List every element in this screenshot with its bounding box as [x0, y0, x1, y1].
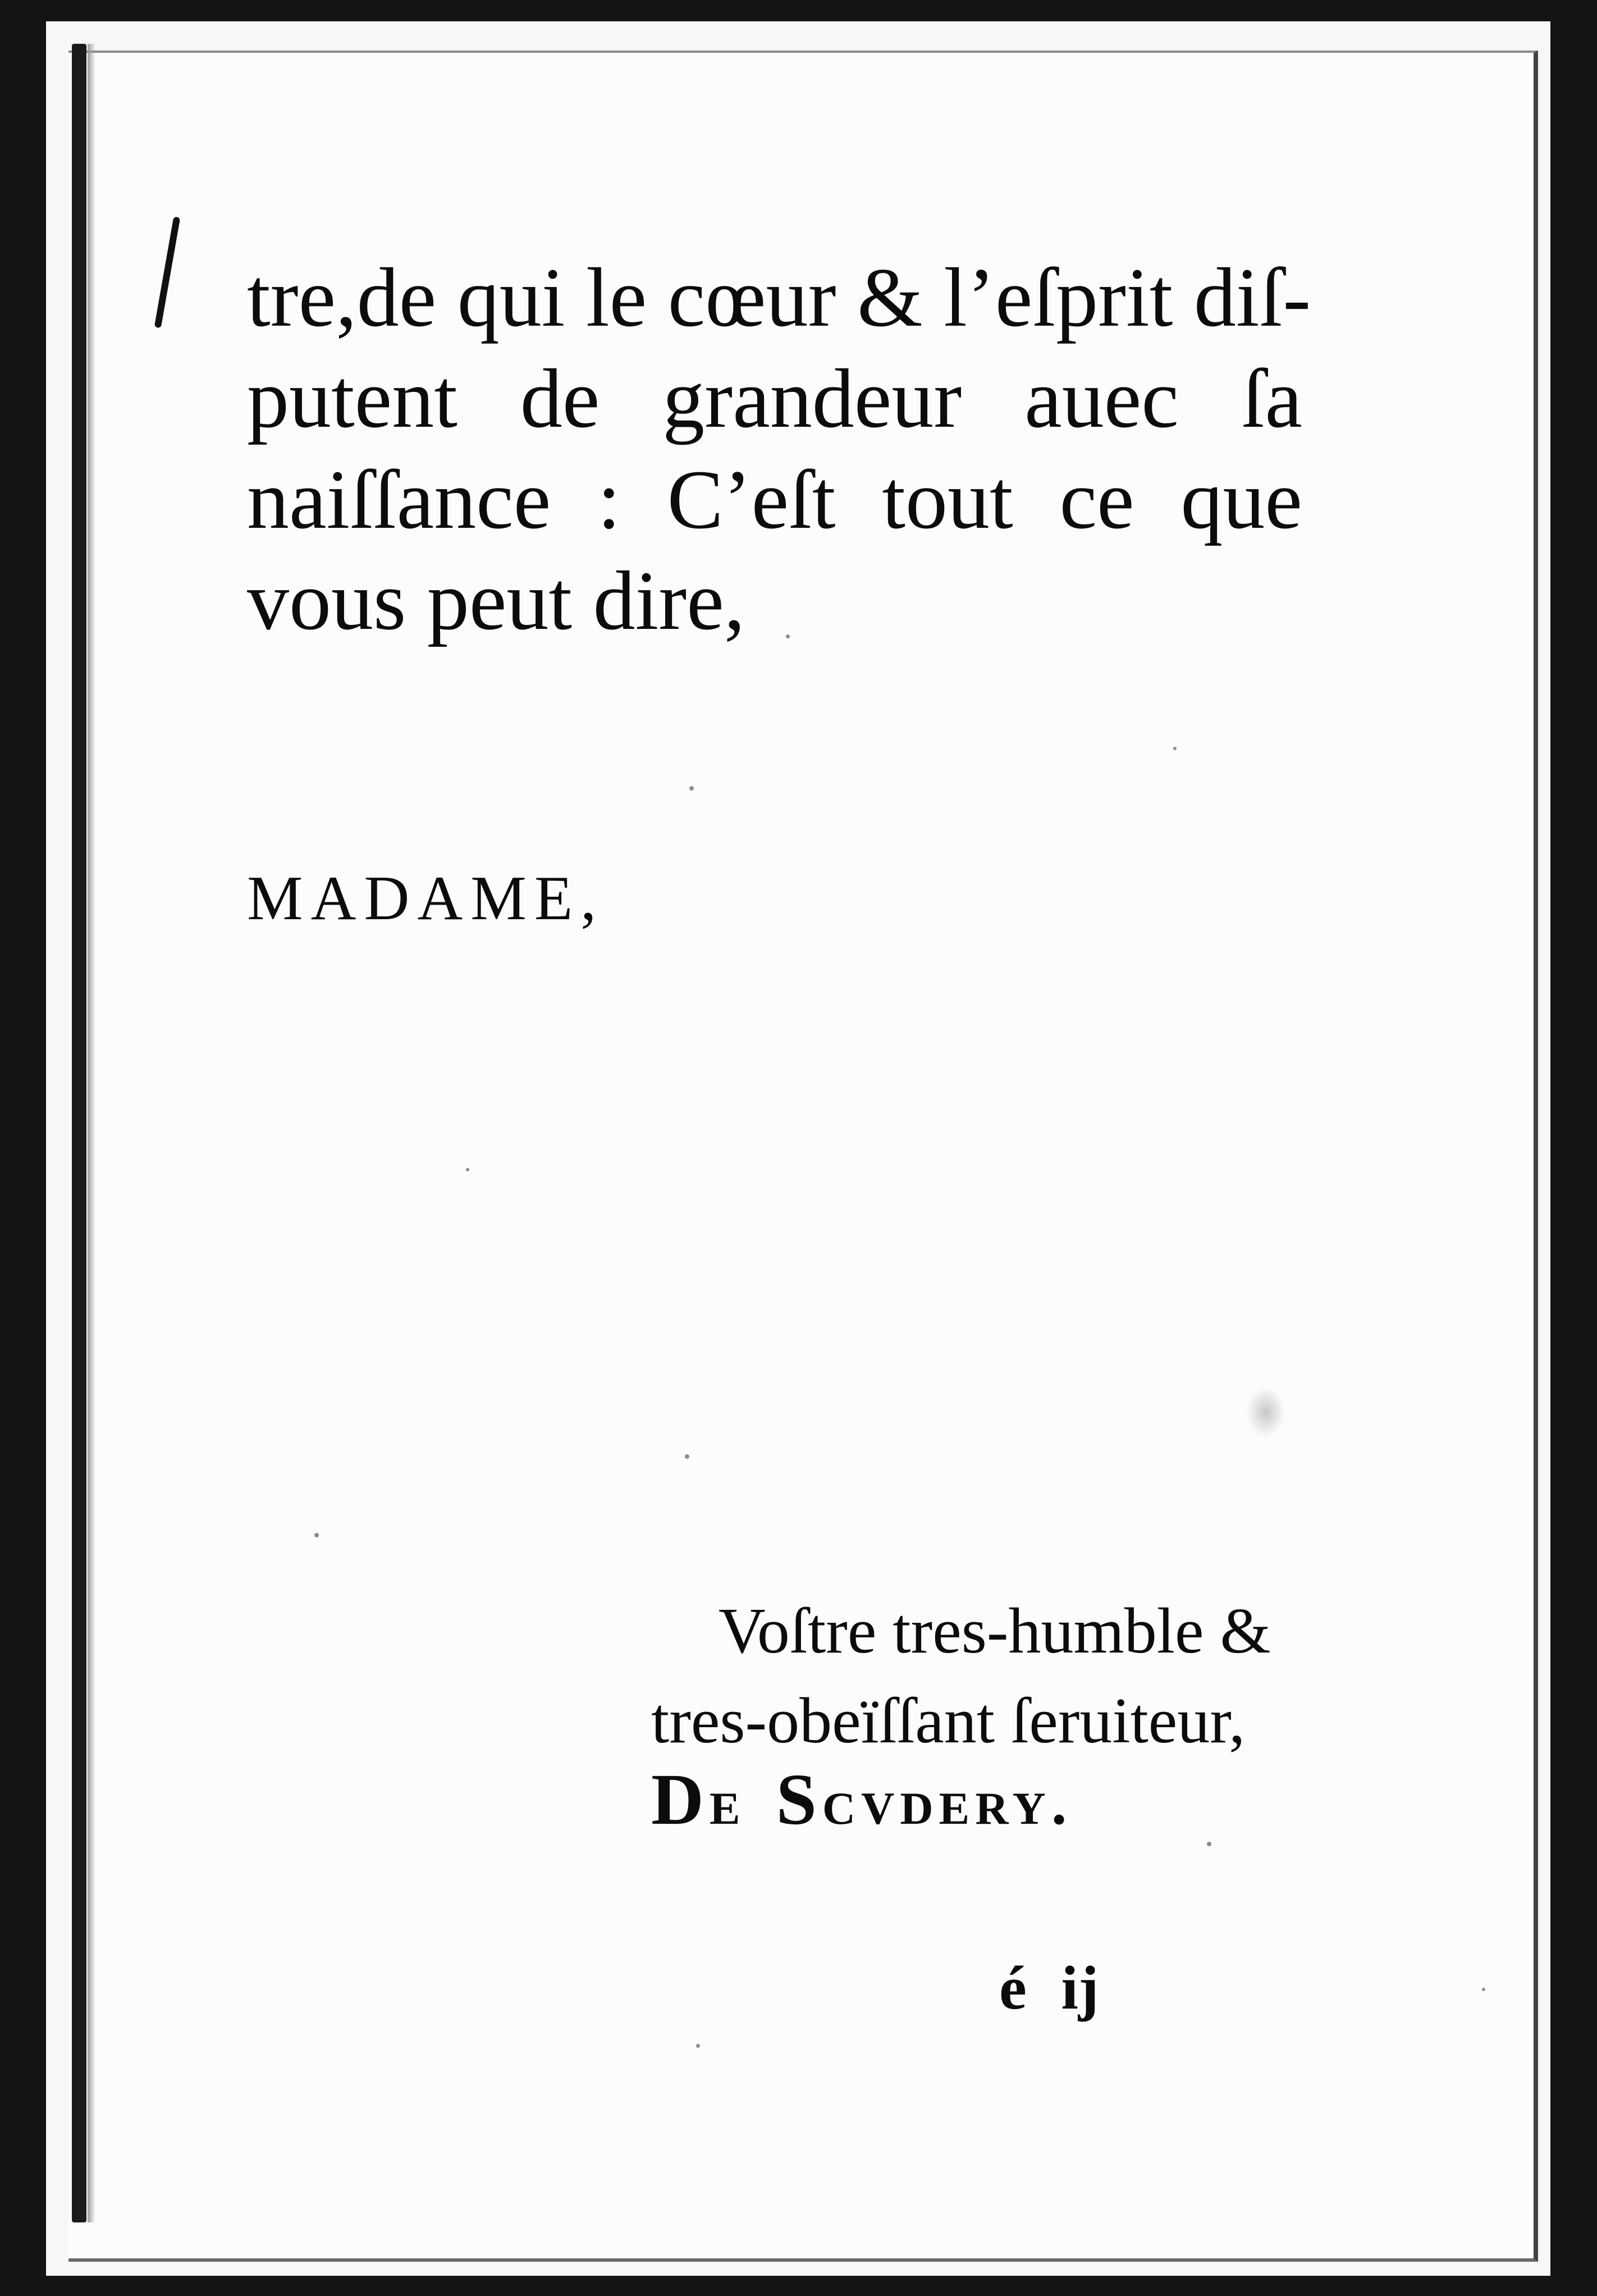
body-line-3: naiſſance : C’eſt tout ce que [247, 453, 1302, 546]
signature-rest-1: E [709, 1783, 746, 1834]
closing-line-2: tres-obeïſſant ſeruiteur, [651, 1685, 1246, 1757]
paper-speck [685, 1454, 689, 1459]
signature-initial-2: S [776, 1759, 822, 1840]
paper-speck [466, 1168, 469, 1171]
paper-speck [696, 2044, 700, 2048]
body-line-1: tre,de qui le cœur & l’eſprit diſ- [247, 251, 1311, 344]
paper-speck [1207, 1842, 1211, 1846]
paper-speck [689, 786, 694, 791]
binding-gutter-rule [72, 44, 86, 2222]
signature-initial-1: D [651, 1759, 710, 1840]
paper-speck [1173, 747, 1177, 750]
body-line-4: vous peut dire, [247, 554, 745, 647]
folio-signature-mark: é ij [999, 1953, 1099, 2022]
salutation: MADAME, [247, 864, 605, 933]
paper-smudge [1246, 1387, 1285, 1437]
signature [651, 1758, 1072, 1851]
closing-line-1: Voſtre tres-humble & [719, 1595, 1271, 1667]
signature-period: . [1051, 1769, 1073, 1837]
paper-speck [314, 1533, 319, 1537]
paper-speck [786, 635, 790, 638]
signature-final: Y [1012, 1783, 1051, 1834]
binding-gutter-shadow [88, 44, 95, 2222]
paper-speck [1482, 1988, 1485, 1991]
signature-rest-2: CVDER [822, 1783, 1013, 1834]
body-line-2: putent de grandeur auec ſa [247, 352, 1302, 445]
